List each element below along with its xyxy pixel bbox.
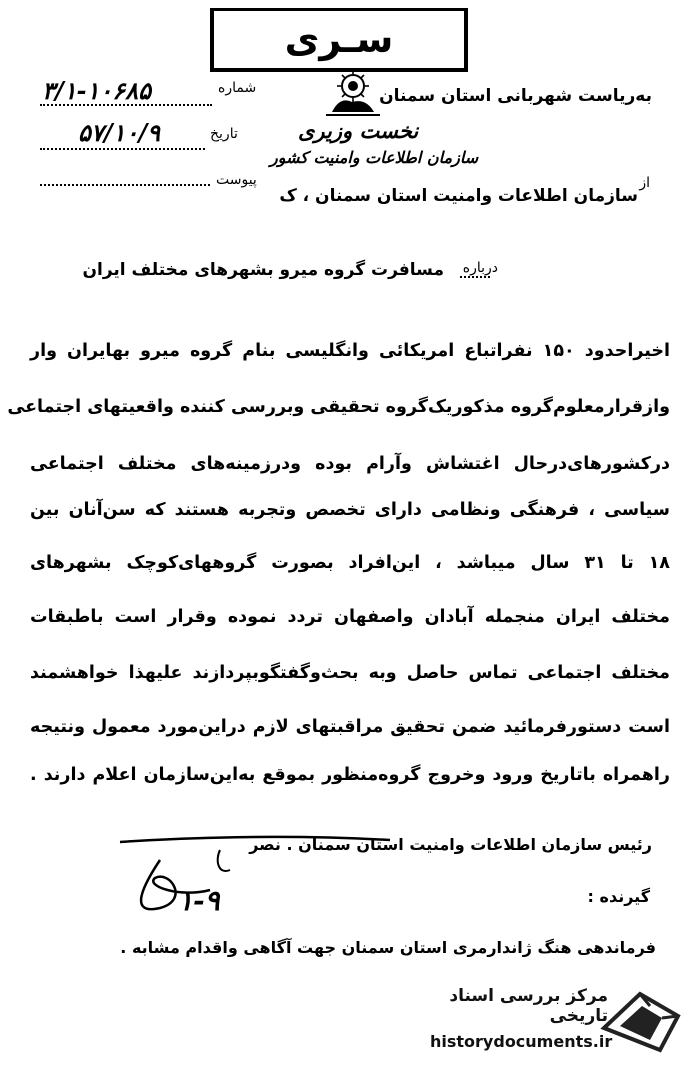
- office-line-1: نخست وزیری: [298, 118, 419, 143]
- body-line: راهمراه باتاریخ ورود وخروج گروه‌منظور بموقع به‌این‌سازمان اعلام دارند .: [30, 765, 670, 785]
- watermark-url: historydocuments.ir: [430, 1032, 613, 1051]
- classification-label: سـری: [284, 17, 394, 61]
- body-line: است دستورفرمائید ضمن تحقیق مراقبتهای لازم دراین‌مورد معمول ونتیجه: [30, 717, 670, 737]
- watermark-text: مرکز بررسی اسناد تاریخی: [449, 986, 608, 1026]
- handwritten-signature: [100, 820, 400, 920]
- sender-line: سازمان اطلاعات وامنیت استان سمنان ، ک: [279, 186, 638, 206]
- classification-stamp: [210, 8, 468, 72]
- body-line: مختلف ایران منجمله آبادان واصفهان تردد نموده وقرار است باطبقات: [30, 607, 670, 627]
- recipient-line: به‌ریاست شهربانی استان سمنان: [379, 86, 652, 106]
- attachment-label: پیوست: [216, 172, 257, 188]
- body-line: مختلف اجتماعی تماس حاصل وبه بحث‌وگفتگوبپردازند علیهذا خواهشمند: [30, 663, 670, 683]
- signature-date: ۱-۹: [178, 884, 220, 917]
- date-dotted-line: [40, 148, 205, 150]
- date-value: ۵۷/۱۰/۹: [78, 118, 160, 147]
- body-line: سیاسی ، فرهنگی ونظامی دارای تخصص وتجربه هستند که سن‌آنان بین: [30, 500, 670, 520]
- subject-dotted-line: [460, 276, 490, 278]
- signatory-title: رئیس سازمان اطلاعات وامنیت استان سمنان . نصر: [249, 835, 652, 854]
- date-label: تاریخ: [210, 126, 238, 142]
- recipients-line: فرماندهی هنگ ژاندارمری استان سمنان جهت آگاهی واقدام مشابه .: [120, 938, 656, 957]
- body-line: اخیراحدود ۱۵۰ نفراتباع امریکائی وانگلیسی بنام گروه میرو بهایران وار: [30, 341, 670, 361]
- attachment-dotted-line: [40, 184, 210, 186]
- watermark: [430, 986, 613, 1051]
- from-label: از: [639, 175, 650, 191]
- number-value: ۳/۱-۱۰۶۸۵: [42, 76, 151, 105]
- office-line-2: سازمان اطلاعات وامنیت کشور: [270, 148, 479, 167]
- archive-logo-icon: [600, 988, 682, 1054]
- subject-label: درباره: [462, 260, 498, 276]
- body-line: وازقرارمعلوم‌گروه مذکوریک‌گروه تحقیقی وبررسی کننده واقعیتهای اجتماعی: [7, 397, 670, 417]
- body-line: درکشورهای‌درحال اغتشاش وآرام بوده ودرزمینه‌های مختلف اجتماعی: [30, 454, 670, 474]
- subject-text: مسافرت گروه میرو بشهرهای مختلف ایران: [82, 260, 444, 280]
- recipients-label: گیرنده :: [587, 887, 650, 906]
- number-label: شماره: [218, 80, 257, 96]
- body-line: ۱۸ تا ۳۱ سال میباشد ، این‌افراد بصورت گروههای‌کوچک بشهرهای: [30, 553, 670, 573]
- lion-and-sun-emblem-icon: [322, 68, 384, 118]
